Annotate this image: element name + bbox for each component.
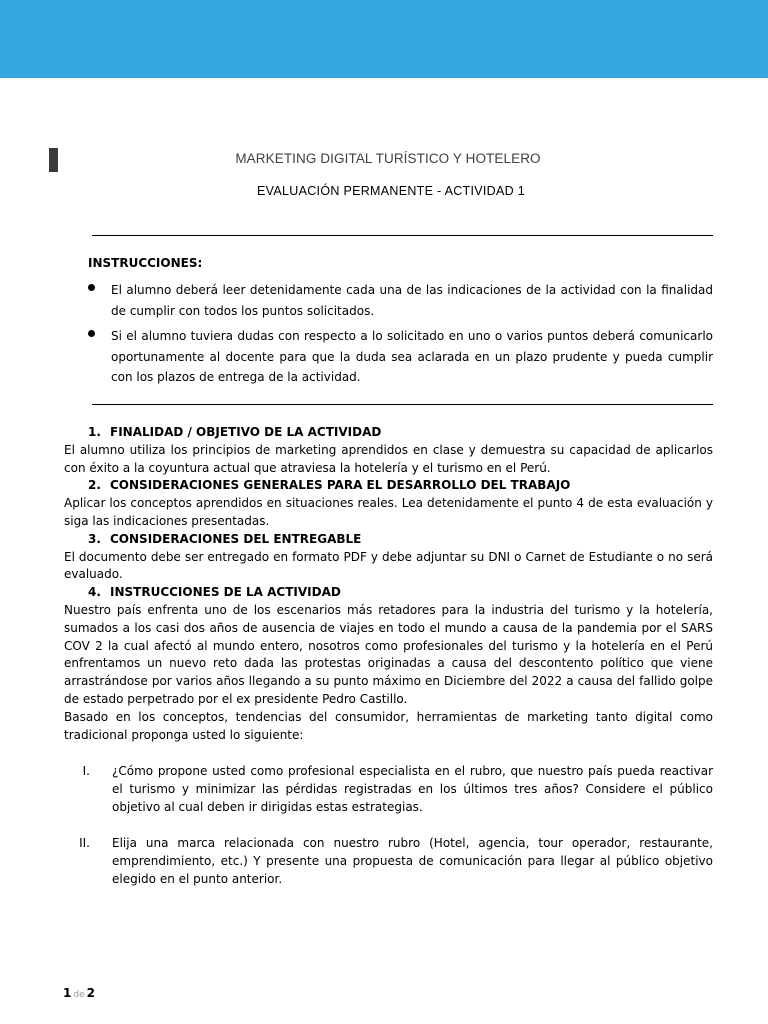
section-text: El documento debe ser entregado en formato PDF y debe adjuntar su DNI o Carnet de Estudiante o no será evaluado.: [64, 549, 713, 582]
section-text: Nuestro país enfrenta uno de los escenarios más retadores para la industria del turismo y la hotelería, sumados a los casi dos años de ausencia de viajes en todo el mundo a causa de la pandemia por el SARS COV 2 la cual afectó al mundo entero, nosotros como profesionales del turismo y la hotelería en el Perú enfrentamos un nuevo reto dada las protestas originadas a causa del descontento político que viene arrastrándose por varios años llegando a su punto máximo en Diciembre del 2022 a causa del fallido golpe de estado perpetrado por el ex presidente Pedro Castillo.: [64, 602, 713, 706]
divider-top: [92, 235, 713, 236]
section-heading: 4. INSTRUCCIONES DE LA ACTIVIDAD: [88, 585, 341, 600]
question-item: [64, 762, 713, 816]
section-heading: 3. CONSIDERACIONES DEL ENTREGABLE: [88, 531, 362, 546]
question-number: II.: [79, 836, 90, 850]
section-heading: 2. CONSIDERACIONES GENERALES PARA EL DESARROLLO DEL TRABAJO: [88, 478, 571, 493]
page-number: 1 de 2: [63, 986, 95, 1000]
instruction-text: Si el alumno tuviera dudas con respecto a lo solicitado en uno o varios puntos deberá comunicarlo oportunamente al docente para que la duda sea aclarada en un plazo prudente y pueda cumplir con los plazos de entrega de la actividad.: [111, 329, 713, 384]
header-bar: [0, 0, 768, 78]
question-number: I.: [82, 764, 90, 778]
section-text: Aplicar los conceptos aprendidos en situaciones reales. Lea detenidamente el punto 4 de esta evaluación y siga las indicaciones presentadas.: [64, 496, 713, 528]
question-text: ¿Cómo propone usted como profesional especialista en el rubro, que nuestro país pueda reactivar el turismo y minimizar las pérdidas registradas en los últimos tres años? Considere el público objetivo al cual deben ir dirigidas estas estrategias.: [112, 764, 713, 814]
question-item: [64, 834, 713, 888]
section-heading: 1. FINALIDAD / OBJETIVO DE LA ACTIVIDAD: [88, 425, 382, 439]
document-body: [64, 424, 713, 744]
instruction-item: [88, 280, 713, 322]
section-text: Basado en los conceptos, tendencias del consumidor, herramientas de marketing tanto digital como tradicional proponga usted lo siguiente:: [64, 709, 713, 742]
bullet-icon: [88, 284, 95, 291]
document-subtitle: EVALUACIÓN PERMANENTE - ACTIVIDAD 1: [257, 184, 525, 198]
document-title: MARKETING DIGITAL TURÍSTICO Y HOTELERO: [235, 151, 541, 166]
bullet-icon: [88, 330, 95, 337]
divider-bottom: [92, 404, 713, 405]
question-text: Elija una marca relacionada con nuestro rubro (Hotel, agencia, tour operador, restaurante, emprendimiento, etc.) Y presente una propuesta de comunicación para llegar al público objetivo elegido en el punto anterior.: [112, 836, 713, 886]
instructions-heading: INSTRUCCIONES:: [88, 256, 203, 270]
instruction-item: [88, 326, 713, 388]
instruction-text: El alumno deberá leer detenidamente cada una de las indicaciones de la actividad con la finalidad de cumplir con todos los puntos solicitados.: [111, 283, 713, 318]
section-text: El alumno utiliza los principios de marketing aprendidos en clase y demuestra su capacidad de aplicarlos con éxito a la coyuntura actual que atraviesa la hotelería y el turismo en el Perú.: [64, 442, 713, 475]
